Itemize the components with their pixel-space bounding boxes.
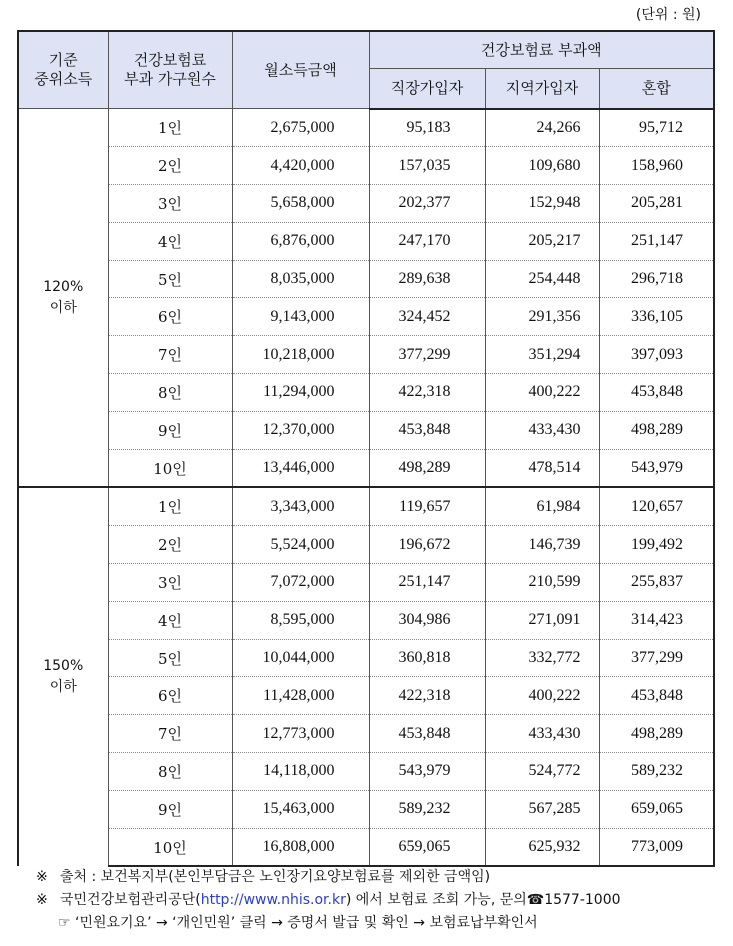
mixed-premium-cell: 120,657 [599, 487, 714, 525]
mixed-premium-cell: 296,718 [599, 260, 714, 298]
table-row [18, 336, 714, 374]
regional-premium-cell: 567,285 [485, 790, 599, 828]
monthly-income-cell: 9,143,000 [232, 298, 369, 336]
household-count-cell: 5인 [108, 639, 232, 677]
header-employee: 직장가입자 [369, 69, 485, 109]
header-household-size: 건강보험료 부과 가구원수 [108, 31, 232, 109]
employee-premium-cell: 422,318 [369, 374, 485, 412]
nhis-link[interactable]: http://www.nhis.or.kr [200, 892, 346, 908]
employee-premium-cell: 589,232 [369, 790, 485, 828]
mixed-premium-cell: 205,281 [599, 185, 714, 223]
employee-premium-cell: 95,183 [369, 109, 485, 147]
household-count-cell: 7인 [108, 715, 232, 753]
header-mixed: 혼합 [599, 69, 714, 109]
monthly-income-cell: 4,420,000 [232, 147, 369, 185]
regional-premium-cell: 478,514 [485, 449, 599, 487]
mixed-premium-cell: 543,979 [599, 449, 714, 487]
table-row [18, 677, 714, 715]
mixed-premium-cell: 397,093 [599, 336, 714, 374]
table-row [18, 790, 714, 828]
table-row [18, 298, 714, 336]
household-count-cell: 6인 [108, 298, 232, 336]
table-row [18, 639, 714, 677]
employee-premium-cell: 498,289 [369, 449, 485, 487]
household-count-cell: 2인 [108, 147, 232, 185]
header-monthly-income: 월소득금액 [232, 31, 369, 109]
employee-premium-cell: 247,170 [369, 222, 485, 260]
employee-premium-cell: 543,979 [369, 753, 485, 791]
regional-premium-cell: 291,356 [485, 298, 599, 336]
household-count-cell: 10인 [108, 828, 232, 866]
table-row [18, 449, 714, 487]
employee-premium-cell: 119,657 [369, 487, 485, 525]
monthly-income-cell: 12,773,000 [232, 715, 369, 753]
employee-premium-cell: 157,035 [369, 147, 485, 185]
household-count-cell: 3인 [108, 185, 232, 223]
monthly-income-cell: 11,294,000 [232, 374, 369, 412]
monthly-income-cell: 8,035,000 [232, 260, 369, 298]
table-row [18, 753, 714, 791]
table-row [18, 526, 714, 564]
regional-premium-cell: 271,091 [485, 601, 599, 639]
employee-premium-cell: 360,818 [369, 639, 485, 677]
regional-premium-cell: 433,430 [485, 715, 599, 753]
household-count-cell: 1인 [108, 109, 232, 147]
header-premium-group: 건강보험료 부과액 [369, 31, 714, 69]
household-count-cell: 5인 [108, 260, 232, 298]
regional-premium-cell: 625,932 [485, 828, 599, 866]
note-path: ☞ ‘민원요기요’ → ‘개인민원’ 클릭 → 증명서 발급 및 확인 → 보험료납부확인서 [58, 915, 538, 931]
household-count-cell: 8인 [108, 753, 232, 791]
employee-premium-cell: 377,299 [369, 336, 485, 374]
monthly-income-cell: 16,808,000 [232, 828, 369, 866]
regional-premium-cell: 400,222 [485, 374, 599, 412]
household-count-cell: 9인 [108, 790, 232, 828]
monthly-income-cell: 3,343,000 [232, 487, 369, 525]
note-nhis: ※ 국민건강보험관리공단(http://www.nhis.or.kr) 에서 보험료 조회 가능, 문의☎1577-1000 [36, 892, 621, 908]
mixed-premium-cell: 336,105 [599, 298, 714, 336]
regional-premium-cell: 332,772 [485, 639, 599, 677]
table-row [18, 828, 714, 866]
monthly-income-cell: 7,072,000 [232, 564, 369, 602]
employee-premium-cell: 202,377 [369, 185, 485, 223]
table-row [18, 715, 714, 753]
group-label: 120% 이하 [18, 109, 108, 488]
group-label: 150% 이하 [18, 487, 108, 866]
table-row [18, 564, 714, 602]
employee-premium-cell: 659,065 [369, 828, 485, 866]
header-regional: 지역가입자 [485, 69, 599, 109]
regional-premium-cell: 146,739 [485, 526, 599, 564]
monthly-income-cell: 2,675,000 [232, 109, 369, 147]
monthly-income-cell: 12,370,000 [232, 411, 369, 449]
mixed-premium-cell: 498,289 [599, 715, 714, 753]
table-row [18, 185, 714, 223]
household-count-cell: 4인 [108, 222, 232, 260]
group-120 [18, 109, 714, 488]
mixed-premium-cell: 199,492 [599, 526, 714, 564]
employee-premium-cell: 196,672 [369, 526, 485, 564]
household-count-cell: 8인 [108, 374, 232, 412]
table-row [18, 411, 714, 449]
regional-premium-cell: 152,948 [485, 185, 599, 223]
mixed-premium-cell: 453,848 [599, 374, 714, 412]
mixed-premium-cell: 255,837 [599, 564, 714, 602]
table-row [18, 260, 714, 298]
household-count-cell: 2인 [108, 526, 232, 564]
employee-premium-cell: 289,638 [369, 260, 485, 298]
mixed-premium-cell: 158,960 [599, 147, 714, 185]
employee-premium-cell: 453,848 [369, 411, 485, 449]
household-count-cell: 9인 [108, 411, 232, 449]
regional-premium-cell: 109,680 [485, 147, 599, 185]
mixed-premium-cell: 659,065 [599, 790, 714, 828]
table-row [18, 487, 714, 525]
insurance-premium-table [17, 30, 715, 867]
mixed-premium-cell: 95,712 [599, 109, 714, 147]
monthly-income-cell: 5,658,000 [232, 185, 369, 223]
regional-premium-cell: 210,599 [485, 564, 599, 602]
note-source: ※ 출처 : 보건복지부(본인부담금은 노인장기요양보험료를 제외한 금액임) [36, 869, 491, 885]
regional-premium-cell: 24,266 [485, 109, 599, 147]
header-median-income: 기준 중위소득 [18, 31, 108, 109]
regional-premium-cell: 254,448 [485, 260, 599, 298]
table-row [18, 222, 714, 260]
regional-premium-cell: 400,222 [485, 677, 599, 715]
regional-premium-cell: 205,217 [485, 222, 599, 260]
group-150 [18, 487, 714, 866]
monthly-income-cell: 13,446,000 [232, 449, 369, 487]
employee-premium-cell: 422,318 [369, 677, 485, 715]
mixed-premium-cell: 589,232 [599, 753, 714, 791]
table-row [18, 601, 714, 639]
household-count-cell: 7인 [108, 336, 232, 374]
mixed-premium-cell: 377,299 [599, 639, 714, 677]
household-count-cell: 3인 [108, 564, 232, 602]
mixed-premium-cell: 314,423 [599, 601, 714, 639]
mixed-premium-cell: 251,147 [599, 222, 714, 260]
monthly-income-cell: 15,463,000 [232, 790, 369, 828]
employee-premium-cell: 324,452 [369, 298, 485, 336]
monthly-income-cell: 6,876,000 [232, 222, 369, 260]
monthly-income-cell: 8,595,000 [232, 601, 369, 639]
employee-premium-cell: 453,848 [369, 715, 485, 753]
regional-premium-cell: 351,294 [485, 336, 599, 374]
regional-premium-cell: 61,984 [485, 487, 599, 525]
monthly-income-cell: 14,118,000 [232, 753, 369, 791]
table-row [18, 374, 714, 412]
household-count-cell: 10인 [108, 449, 232, 487]
employee-premium-cell: 251,147 [369, 564, 485, 602]
table-row [18, 109, 714, 147]
regional-premium-cell: 524,772 [485, 753, 599, 791]
household-count-cell: 4인 [108, 601, 232, 639]
table-row [18, 147, 714, 185]
unit-label: (단위 : 원) [635, 7, 701, 23]
household-count-cell: 6인 [108, 677, 232, 715]
monthly-income-cell: 10,218,000 [232, 336, 369, 374]
employee-premium-cell: 304,986 [369, 601, 485, 639]
footnotes [36, 866, 621, 935]
mixed-premium-cell: 453,848 [599, 677, 714, 715]
mixed-premium-cell: 498,289 [599, 411, 714, 449]
mixed-premium-cell: 773,009 [599, 828, 714, 866]
monthly-income-cell: 10,044,000 [232, 639, 369, 677]
household-count-cell: 1인 [108, 487, 232, 525]
monthly-income-cell: 11,428,000 [232, 677, 369, 715]
monthly-income-cell: 5,524,000 [232, 526, 369, 564]
regional-premium-cell: 433,430 [485, 411, 599, 449]
